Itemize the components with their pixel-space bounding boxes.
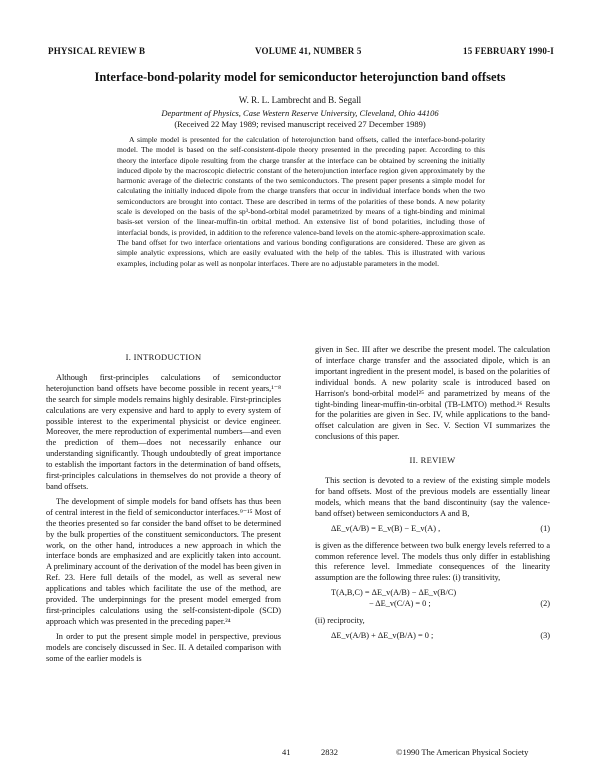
section-heading-introduction: I. INTRODUCTION <box>125 352 202 362</box>
intro-paragraph-2: The development of simple models for band offsets has thus been of central interest in the field of semiconductor interfaces.⁹⁻¹⁵ Most of the theories presented so far consider the band offset to be determined by the bulk properties of the constituent semiconductors. The present work, on the other hand, introduces a new approach in which the interface bonds are emphasized and are explicitly taken into account. A preliminary account of the derivation of the model has been given in Ref. 23. Here full details of the model, as well as several new applications and tables which facilitate the use of the method, are provided. The underpinnings for the present model emerged from first-principles calculations using the self-consistent-dipole (SCD) approach which was presented in the preceding paper.²⁴ <box>46 496 282 626</box>
footer-page-number: 2832 <box>321 747 338 757</box>
equation-2 <box>315 588 550 610</box>
affiliation: Department of Physics, Case Western Reserve University, Cleveland, Ohio 44106 <box>161 108 439 118</box>
right-column <box>315 345 550 648</box>
paper-title: Interface-bond-polarity model for semiconductor heterojunction band offsets <box>94 70 506 84</box>
intro-continued-paragraph: given in Sec. III after we describe the present model. The calculation of interface charge transfer and the associated dipole, which is an important ingredient in the present model, is based on the polarities of individual bonds. A new polarity scale is introduced based on Harrison's bond-orbital model²⁵ and parametrized by means of the tight-binding linear-muffin-tin-orbital (TB-LMTO) method.²⁶ Results for the polarities are given in Sec. IV, while applications to the band-offset calculation are given in Sec. V. Section VI summarizes the conclusions of this paper. <box>315 345 550 442</box>
equation-3-number: (3) <box>540 630 550 640</box>
equation-2-line-1: T(A,B,C) = ΔE_v(A/B) − ΔE_v(B/C) <box>331 588 457 598</box>
equation-1 <box>315 524 550 535</box>
intro-paragraph-1: Although first-principles calculations of semiconductor heterojunction band offsets have become possible in recent years,¹⁻⁸ the search for simple models remains highly desirable. First-principles calculations are very expensive and hard to apply to every system of possible interest to the experimental physicist or device engineer. Moreover, the mere reproduction of experimental numbers—and even the prediction of them—does not necessarily enhance our understanding significantly. Though undoubtedly of great importance to establish the important factors in the determination of band offsets, first-principles calculations in themselves do not provide a theory of band offsets. <box>46 372 281 491</box>
intro-paragraph-3: In order to put the present simple model in perspective, previous models are concisely discussed in Sec. II. A detailed comparison with some of the earlier models is <box>46 631 281 663</box>
equation-1-number: (1) <box>540 523 550 533</box>
volume-number: VOLUME 41, NUMBER 5 <box>255 46 362 56</box>
journal-name: PHYSICAL REVIEW B <box>48 46 146 56</box>
equation-3 <box>315 631 550 642</box>
abstract <box>117 135 485 269</box>
footer-copyright: ©1990 The American Physical Society <box>396 747 529 757</box>
left-column <box>46 345 281 668</box>
equation-1-body: ΔE_v(A/B) = E_v(B) − E_v(A) , <box>331 523 441 533</box>
issue-date: 15 FEBRUARY 1990-I <box>463 46 554 56</box>
received-dates: (Received 22 May 1989; revised manuscript received 27 December 1989) <box>174 119 426 129</box>
equation-3-body: ΔE_v(A/B) + ΔE_v(B/A) = 0 ; <box>331 630 434 640</box>
review-paragraph-1: This section is devoted to a review of the existing simple models for band offsets. Most of the previous models are essentially linear models, which means that the band discontinuity (say the valence-band offset) between semiconductors A and B, <box>315 476 550 518</box>
review-paragraph-2: is given as the difference between two bulk energy levels referred to a common reference level. The models thus only differ in establishing this reference level. Immediate consequences of the linearity assumption are the following three rules: (i) transitivity, <box>315 540 550 583</box>
abstract-text: A simple model is presented for the calculation of heterojunction band offsets, called the interface-bond-polarity model. The model is based on the self-consistent-dipole theory presented in the preceding paper. According to this theory the interface dipole resulting from the charge transfer at the interface can be obtained by screening the initially induced dipole by the macroscopic dielectric constant of the heterojunction interface region given approximately by the harmonic average of the dielectric constants of the two semiconductors. The present paper presents a simple model for calculating the initially induced dipole from the charge transfers that occur in individual interface bonds when the two semiconductors are brought into contact. These are described in terms of the polarities of these bonds. A new polarity scale is developed on the basis of the sp³-bond-orbital model parametrized by means of a tight-binding and minimal basis-set version of the linear-muffin-tin orbital method. An extensive list of bond polarities, including those of interfacial bonds, is provided, in addition to the reference valence-band levels on the atomic-sphere-approximation scale. The band offset for two interface orientations and various bonding configurations are considered. These are given as simple analytic expressions, which are easily evaluated with the help of the tables. This is illustrated with various examples, including polar as well as nonpolar interfaces. There are no adjustable parameters in the model. <box>117 135 485 268</box>
reciprocity-label: (ii) reciprocity, <box>315 616 365 626</box>
equation-2-line-2: − ΔE_v(C/A) = 0 ; <box>369 599 431 609</box>
equation-2-number: (2) <box>540 599 550 609</box>
footer-volume: 41 <box>282 747 291 757</box>
authors: W. R. L. Lambrecht and B. Segall <box>238 95 362 105</box>
section-heading-review: II. REVIEW <box>409 455 456 466</box>
